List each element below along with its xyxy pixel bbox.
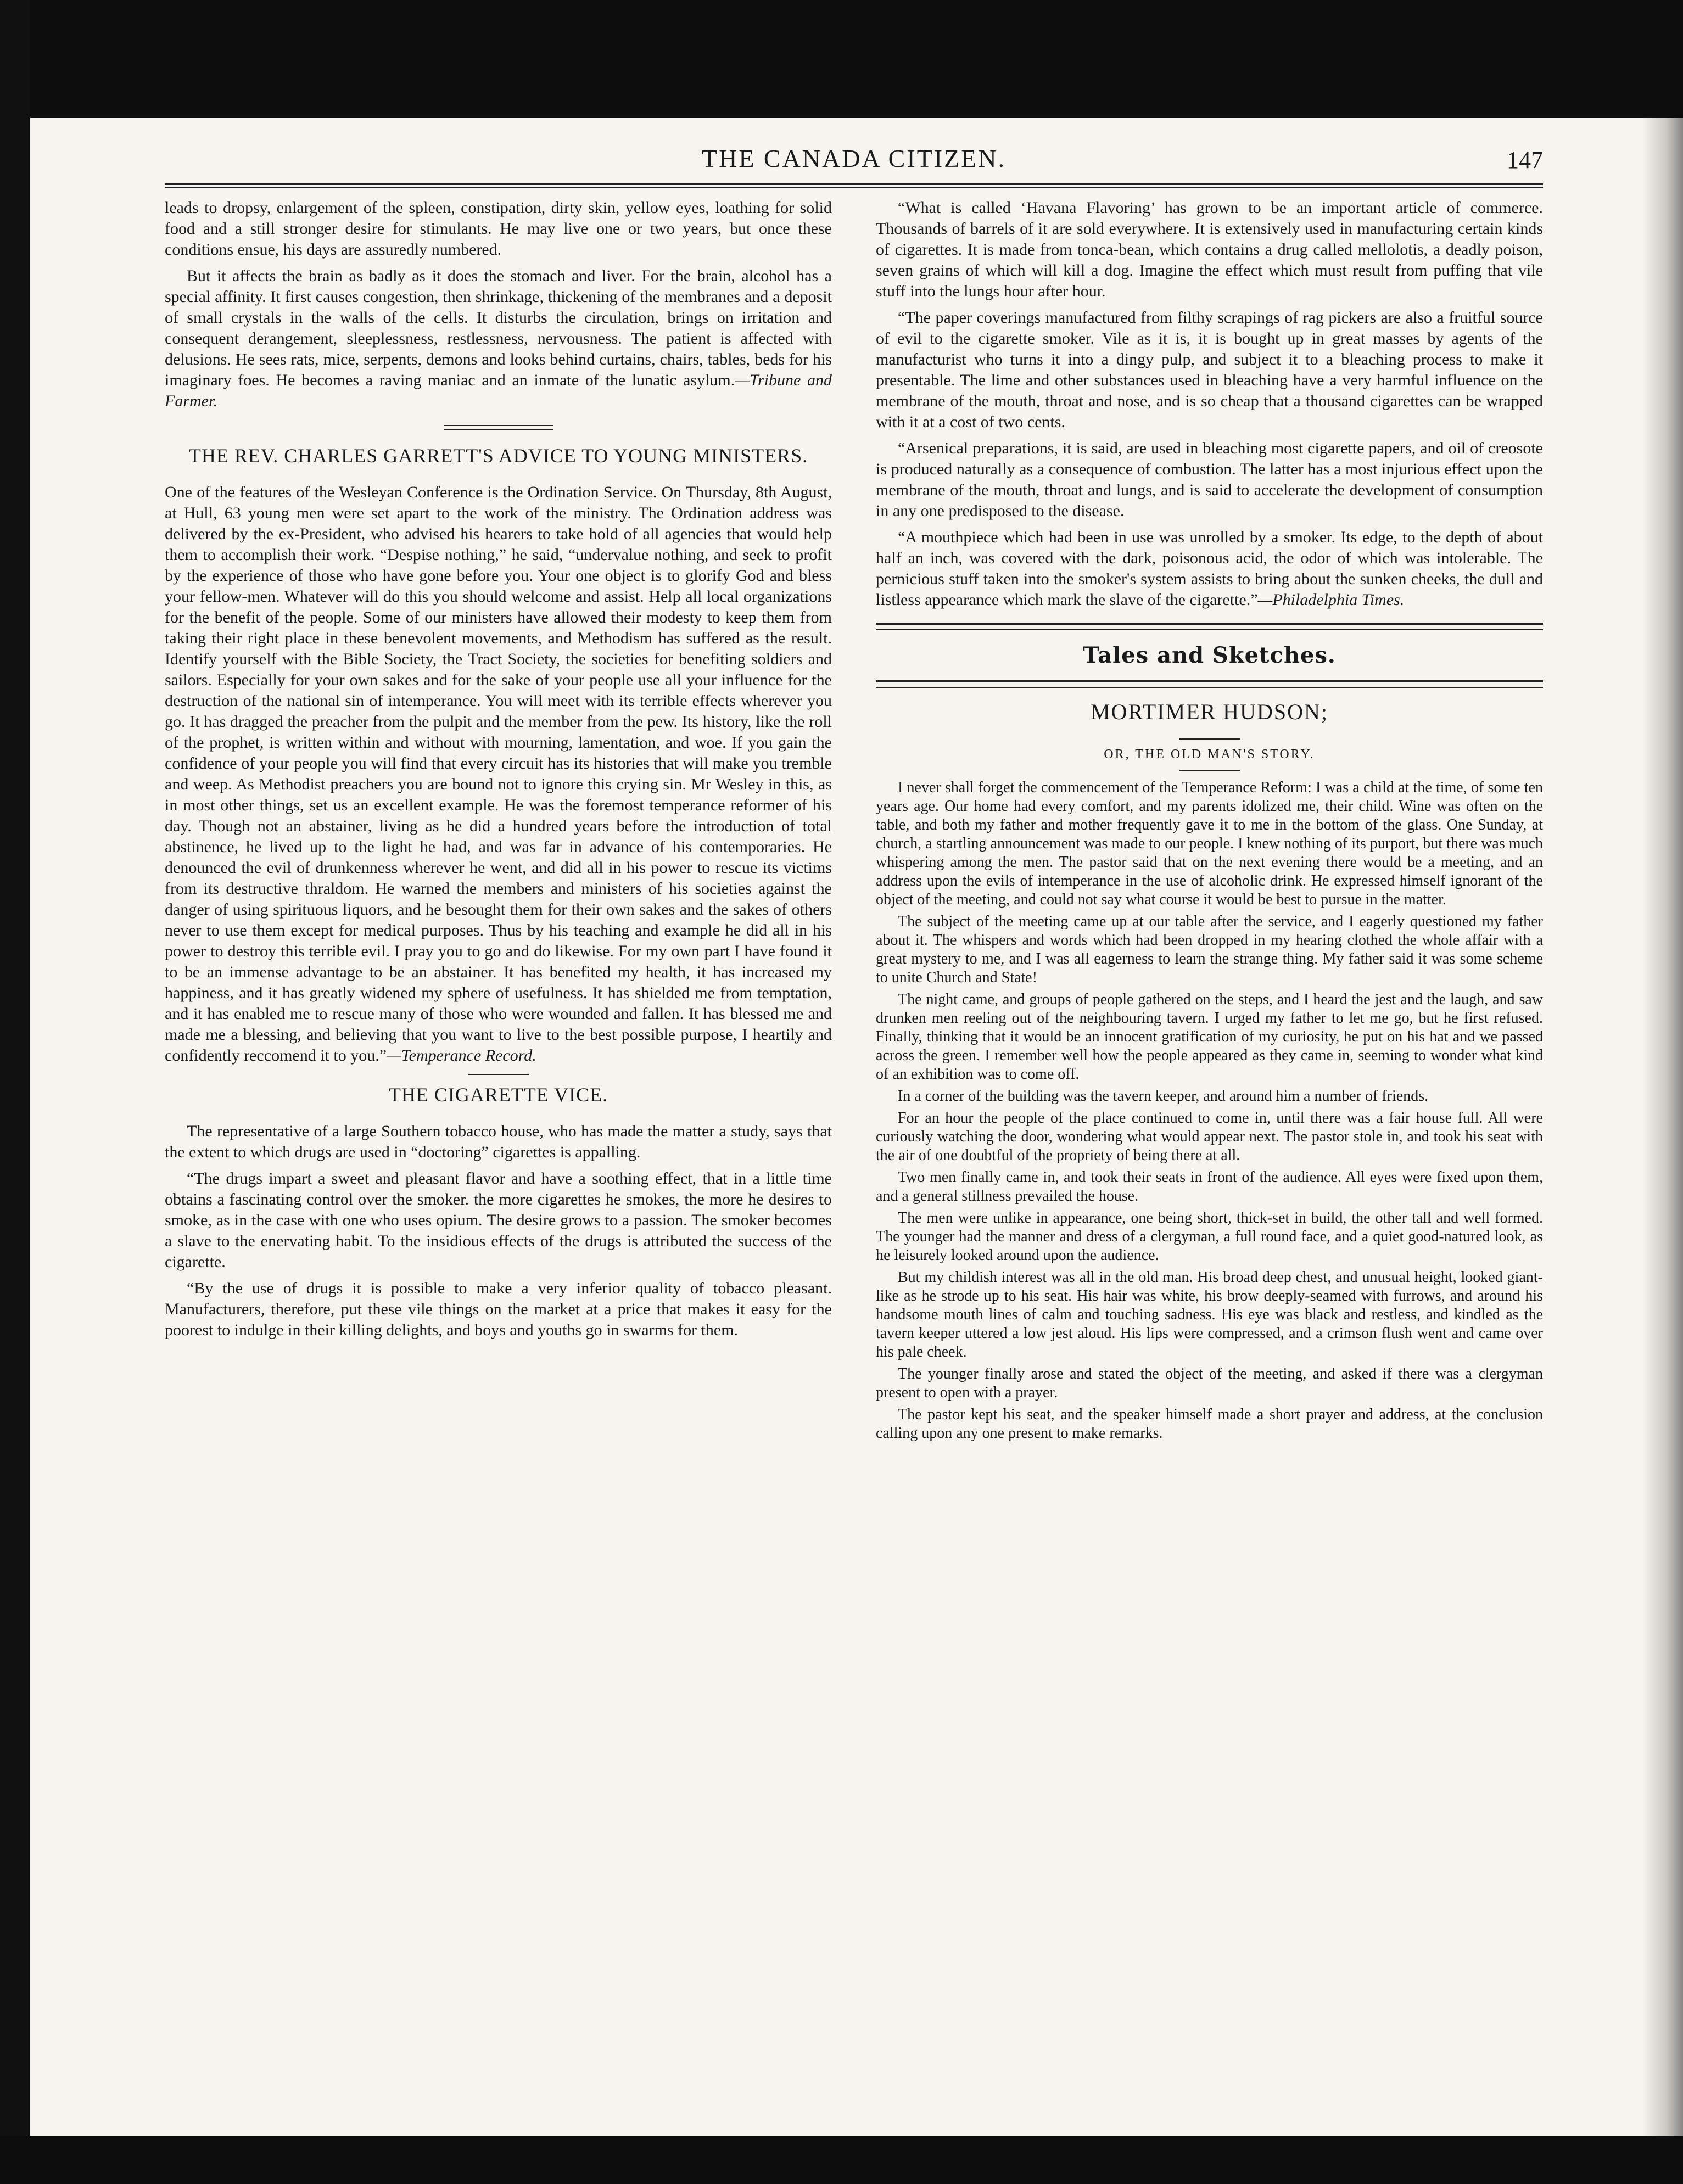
article-paragraph bbox=[165, 266, 832, 412]
story-paragraph: The subject of the meeting came up at our table after the service, and I eagerly questioned my father about it. The whispers and words which had been dropped in my hearing clothed the whole affair with a great mystery to me, and I was all eagerness to learn the strange thing. My father said it was some scheme to unite Church and State! bbox=[876, 913, 1543, 986]
article-paragraph: leads to dropsy, enlargement of the spleen, constipation, dirty skin, yellow eyes, loathing for solid food and a still stronger desire for stimulants. He may live one or two years, but once these conditions ensue, his days are assuredly numbered. bbox=[165, 199, 832, 259]
scan-border-left bbox=[0, 0, 30, 2184]
title-divider bbox=[1179, 770, 1240, 771]
article-paragraph bbox=[165, 482, 832, 1066]
section-banner: Tales and Sketches. bbox=[1083, 642, 1336, 668]
left-column bbox=[165, 198, 832, 1346]
story-paragraph: For an hour the people of the place continued to come in, until there was a fair house full. All were curiously watching the door, wondering what would appear next. The pastor stole in, and took his seat with the air of one doubtful of the propriety of being there at all. bbox=[876, 1110, 1543, 1164]
article-paragraph: “The drugs impart a sweet and pleasant flavor and have a soothing effect, that in a little time obtains a fascinating control over the smoker. the more cigarettes he smokes, the more he desires to smoke, as in the case with one who uses opium. The desire grows to a passion. The smoker becomes a slave to the enervating habit. To the insidious effects of the drugs is attributed the success of the cigarette. bbox=[165, 1169, 832, 1271]
article-credit: —Philadelphia Times. bbox=[1257, 591, 1405, 609]
page-number: 147 bbox=[1507, 147, 1543, 173]
story-paragraph: The night came, and groups of people gathered on the steps, and I heard the jest and the laugh, and saw drunken men reeling out of the neighbouring tavern. I urged my father to let me go, but he first refused. Finally, thinking that it would be an innocent gratification of my curiosity, he put on his hat and we passed across the green. I remember well how the people appeared as they came in, seeming to wonder what kind of an exhibition was to come off. bbox=[876, 991, 1543, 1083]
article-title-cigarette: THE CIGARETTE VICE. bbox=[388, 1084, 608, 1106]
section-divider bbox=[444, 425, 553, 430]
article-paragraph: The representative of a large Southern tobacco house, who has made the matter a study, says that the extent to which drugs are used in “doctoring” cigarettes is appalling. bbox=[165, 1122, 832, 1161]
newspaper-title: THE CANADA CITIZEN. bbox=[702, 144, 1006, 172]
story-paragraph: The men were unlike in appearance, one being short, thick-set in build, the other tall and well formed. The younger had the manner and dress of a clergyman, a full round face, and a quiet good-natured look, as he leisurely looked around upon the audience. bbox=[876, 1209, 1543, 1264]
article-paragraph bbox=[876, 527, 1543, 611]
scan-shadow-right bbox=[1642, 118, 1683, 2136]
article-paragraph: “Arsenical preparations, it is said, are used in bleaching most cigarette papers, and oil of creosote is produced naturally as a consequence of combustion. The latter has a most injurious effect upon the membrane of the mouth, throat and lungs, and is said to accelerate the development of consumption in any one predisposed to the disease. bbox=[876, 439, 1543, 520]
story-paragraph: In a corner of the building was the tavern keeper, and around him a number of friends. bbox=[898, 1088, 1429, 1105]
article-paragraph: “What is called ‘Havana Flavoring’ has grown to be an important article of commerce. Thousands of barrels of it are sold everywhere. It is extensively used in manufacturing certain kinds of cigarettes. It is made from tonca-bean, which contains a drug called mellolotis, a deadly poison, seven grains of which will kill a dog. Imagine the effect which must result from puffing that vile stuff into the lungs hour after hour. bbox=[876, 199, 1543, 300]
story-paragraph: Two men finally came in, and took their seats in front of the audience. All eyes were fixed upon them, and a general stillness prevailed the house. bbox=[876, 1169, 1543, 1205]
header-rule bbox=[165, 183, 1543, 188]
section-divider bbox=[468, 1074, 529, 1075]
story-subtitle: OR, THE OLD MAN'S STORY. bbox=[1104, 747, 1315, 761]
article-paragraph: “By the use of drugs it is possible to make a very inferior quality of tobacco pleasant. Manufacturers, therefore, put these vile things on the market at a price that makes it easy for the poorest to indulge in their killing delights, and boys and youths go in swarms for them. bbox=[165, 1279, 832, 1339]
story-body bbox=[876, 779, 1543, 1443]
story-paragraph: But my childish interest was all in the old man. His broad deep chest, and unusual height, looked giant-like as he strode up to his seat. His hair was white, his brow deeply-seamed with furrows, and around his handsome mouth lines of calm and touching sadness. His eye was black and restless, and kindled as the tavern keeper uttered a low jest aloud. His lips were compressed, and a crimson flush went and came over his pale cheek. bbox=[876, 1269, 1543, 1360]
scan-border-bottom bbox=[0, 2136, 1683, 2184]
scan-border-top bbox=[0, 0, 1683, 118]
story-paragraph: I never shall forget the commencement of the Temperance Reform: I was a child at the time, of some ten years age. Our home had every comfort, and my parents idolized me, their child. Wine was often on the table, and both my father and mother frequently gave it to me in the bottom of the glass. One Sunday, at church, a startling announcement was made to our people. I knew nothing of its purport, but there was much whispering among the men. The pastor said that on the next evening there would be a meeting, and an address upon the evils of intemperance in the use of alcoholic drink. He expressed himself ignorant of the object of the meeting, and could not say what course it would be best to pursue in the matter. bbox=[876, 779, 1543, 908]
paragraph-text: One of the features of the Wesleyan Conference is the Ordination Service. On Thursday, 8th August, at Hull, 63 young men were set apart to the work of the ministry. The Ordination address was delivered by the ex-President, who advised his hearers to take hold of all agencies that would help them to accomplish their work. “Despise nothing,” he said, “undervalue nothing, and seek to profit by the experience of those who have gone before you. Your one object is to glorify God and bless your fellow-men. Whatever will do this you should welcome and assist. Help all local organizations for the benefit of the people. Some of our ministers have allowed their modesty to keep them from taking their right place in these benevolent movements, and Methodism has suffered as the result. Identify yourself with the Bible Society, the Tract Society, the societies for benefiting soldiers and sailors. Especially for your own sakes and for the sake of your people use all your influence for the destruction of the national sin of intemperance. You will meet with its terrible effects wherever you go. It has dragged the preacher from the pulpit and the member from the pew. Its history, like the roll of the prophet, is written within and without with mourning, lamentation, and woe. If you gain the confidence of your people you will find that every circuit has its histories that will make you tremble and weep. As Methodist preachers you are bound not to ignore this crying sin. Mr Wesley in this, as in most other things, set us an excellent example. He was the foremost temperance reformer of his day. Though not an abstainer, living as he did a hundred years before the introduction of total abstinence, he lived up to the light he had, and was far in advance of his contemporaries. He denounced the evil of drunkenness wherever he went, and did all in his power to rescue its victims from its destructive thraldom. He warned the members and ministers of his societies against the danger of using spirituous liquors, and he besought them for their own sakes and the sakes of others never to use them except for medical purposes. Thus by his teaching and example he did all in his power to destroy this terrible evil. I pray you to go and do likewise. For my own part I have found it to be an immense advantage to be an abstainer. It has benefited my health, it has increased my happiness, and it has greatly widened my sphere of usefulness. It has shielded me from temptation, and it has enabled me to rescue many of those who were wounded and fallen. It has blessed me and made me a blessing, and believing that you want to live to the best possible purpose, I heartily and confidently reccomend it to you.” bbox=[165, 483, 832, 1065]
story-title: MORTIMER HUDSON; bbox=[1091, 699, 1328, 724]
section-divider bbox=[876, 623, 1543, 630]
story-paragraph: The younger finally arose and stated the object of the meeting, and asked if there was a clergyman present to open with a prayer. bbox=[876, 1365, 1543, 1401]
section-divider bbox=[876, 680, 1543, 688]
paragraph-text: But it affects the brain as badly as it does the stomach and liver. For the brain, alcohol has a special affinity. It first causes congestion, then shrinkage, thickening of the membranes and a deposit of small crystals in the walls of the cells. It disturbs the circulation, brings on irritation and consequent derangement, sleeplessness, restlessness, nervousness. The patient is affected with delusions. He sees rats, mice, serpents, demons and looks behind curtains, chairs, tables, beds for his imaginary foes. He becomes a raving maniac and an inmate of the lunatic asylum. bbox=[165, 267, 832, 389]
running-head bbox=[165, 144, 1543, 182]
paragraph-text: “A mouthpiece which had been in use was unrolled by a smoker. Its edge, to the depth of about half an inch, was covered with the dark, poisonous acid, the odor of which was intolerable. The pernicious stuff taken into the smoker's system assists to bring about the sunken cheeks, the dull and listless appearance which mark the slave of the cigarette.” bbox=[876, 528, 1543, 609]
article-paragraph: “The paper coverings manufactured from filthy scrapings of rag pickers are also a fruitful source of evil to the cigarette smoker. Vile as it is, it is bought up in great masses by agents of the manufacturist who turns it into a dingy pulp, and subject it to a bleaching process to make it presentable. The lime and other substances used in bleaching have a very harmful influence on the membrane of the mouth, throat and nose, and is so cheap that a thousand cigarettes can be wrapped with it at a cost of two cents. bbox=[876, 309, 1543, 431]
article-credit: —Temperance Record. bbox=[387, 1046, 536, 1065]
right-column bbox=[876, 198, 1543, 1446]
article-credit: —Tribune and Farmer. bbox=[165, 371, 832, 410]
article-title-garrett: THE REV. CHARLES GARRETT'S ADVICE TO YOUNG MINISTERS. bbox=[188, 445, 808, 467]
story-paragraph: The pastor kept his seat, and the speaker himself made a short prayer and address, at the conclusion calling upon any one present to make remarks. bbox=[876, 1406, 1543, 1442]
title-divider bbox=[1179, 738, 1240, 740]
